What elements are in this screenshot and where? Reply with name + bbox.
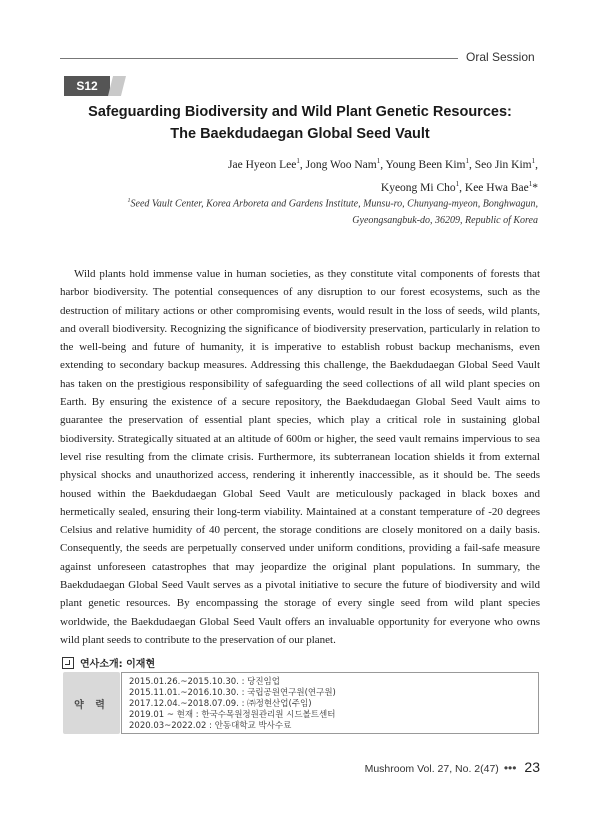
session-tag [64, 76, 128, 96]
corresponding-author-mark: * [532, 181, 538, 194]
author-separator: , [299, 158, 306, 171]
session-tag-label: S12 [64, 76, 110, 96]
author-line-1 [98, 152, 538, 175]
author-affil-sup: 1 [528, 179, 533, 188]
author-name: Kyeong Mi Cho [380, 181, 456, 194]
author-affil-sup: 1 [455, 179, 460, 188]
author-affil-sup: 1 [465, 157, 469, 165]
cv-entry: 2017.12.04.~2018.07.09. : ㈜정현산업(주임) [129, 699, 312, 709]
affiliation-line-2: Gyeongsangbuk-do, 36209, Republic of Korea [352, 215, 538, 227]
cv-entry: 2020.03~2022.02 : 안동대학교 박사수료 [129, 721, 292, 731]
session-tag-slash [108, 76, 126, 96]
cv-label-box: 약 력 [63, 672, 120, 734]
author-name: Jong Woo Nam [305, 158, 377, 171]
paper-title-line-1: Safeguarding Biodiversity and Wild Plant Genetic Resources: [88, 104, 512, 120]
cv-entry: 2015.01.26.~2015.10.30. : 당진임업 [129, 677, 280, 687]
affiliation-text-1: Seed Vault Center, Korea Arboreta and Gardens Institute, Munsu-ro, Chunyang-myeon, Bonghwagun, [130, 198, 538, 210]
author-separator: , [469, 158, 475, 171]
author-name: Seo Jin Kim [474, 158, 532, 171]
affiliation [68, 193, 538, 229]
author-affil-sup: 1 [531, 157, 536, 165]
speaker-intro [62, 655, 155, 670]
cv-entry: 2015.11.01.~2016.10.30. : 국립공원연구원(연구원) [129, 688, 336, 698]
checkbox-arrow-icon [62, 657, 74, 669]
abstract-body: Wild plants hold immense value in human societies, as they constitute vital components of forests that harbor biodiversity. The potential consequences of any disruption to our forest ecosystems, such as the destruction of military actions or other compromising events, would result in the loss of seeds, wild plants, and overall biodiversity. Recognizing the significance of biodiversity preservation, particularly in relation to the well-being and future of humanity, it is imperative to establish robust backup mechanisms, even extending to secondary backup measures. Addressing this challenge, the Baekdudaegan Global Seed Vault has taken on the prestigious responsibility of safeguarding the seed collections of all wild plant species on Earth. By ensuring the existence of a secure repository, the Baekdudaegan Global Seed Vault aims to guarantee the preservation of essential plant species, which play a critical role in sustaining global biodiversity. Strategically situated at an altitude of 600m or higher, the seed vault remains impervious to sea level rise resulting from the climate crisis. Furthermore, its subterranean location shields it from external physical shocks and unauthorized access, rendering it inherently inaccessible, as it should be. The seeds housed within the Baekdudaegan Global Seed Vault are meticulously packaged in black boxes and hermetically sealed, ensuring their long-term viability. Maintained at a constant temperature of -20 degrees Celsius and relative humidity of 40 percent, the storage conditions are closely monitored on a daily basis. Consequently, the seeds are perpetually conserved under uniform conditions, providing a fail-safe measure against unforeseen catastrophes that may jeopardize the original plant populations. In summary, the Baekdudaegan Global Seed Vault serves as a pivotal initiative to secure the future of biodiversity and wild plant genetic resources. By encompassing the storage of every single seed from wild plant species worldwide, the Baekdudaegan Global Seed Vault offers an invaluable opportunity for everyone who owns wild plant seeds to contribute to the preservation of our planet. [60, 268, 540, 646]
author-name: Jae Hyeon Lee [228, 158, 297, 171]
footer-dots: ••• [503, 761, 517, 775]
page-number: 23 [524, 759, 540, 775]
affiliation-line-1 [68, 193, 538, 212]
author-separator: , [535, 158, 538, 171]
header-rule [60, 58, 458, 59]
cv-list [121, 672, 539, 734]
paper-title-line-2: The Baekdudaegan Global Seed Vault [170, 126, 430, 142]
cv-entry: 2019.01 ~ 현재 : 한국수목원정원관리원 시드볼트센터 [129, 710, 336, 720]
session-label: Oral Session [466, 50, 535, 64]
author-name: Kee Hwa Bae [464, 181, 529, 194]
author-affil-sup: 1 [296, 157, 300, 165]
author-name: Young Been Kim [385, 158, 466, 171]
author-separator: , [380, 158, 386, 171]
affiliation-sup: 1 [127, 198, 131, 204]
paper-title [60, 101, 540, 145]
author-affil-sup: 1 [376, 157, 381, 165]
journal-citation: Mushroom Vol. 27, No. 2(47) [364, 763, 499, 775]
author-list [98, 152, 538, 198]
page-footer [365, 759, 540, 775]
speaker-intro-label: 연사소개: 이재현 [80, 659, 156, 670]
author-separator: , [459, 181, 465, 194]
